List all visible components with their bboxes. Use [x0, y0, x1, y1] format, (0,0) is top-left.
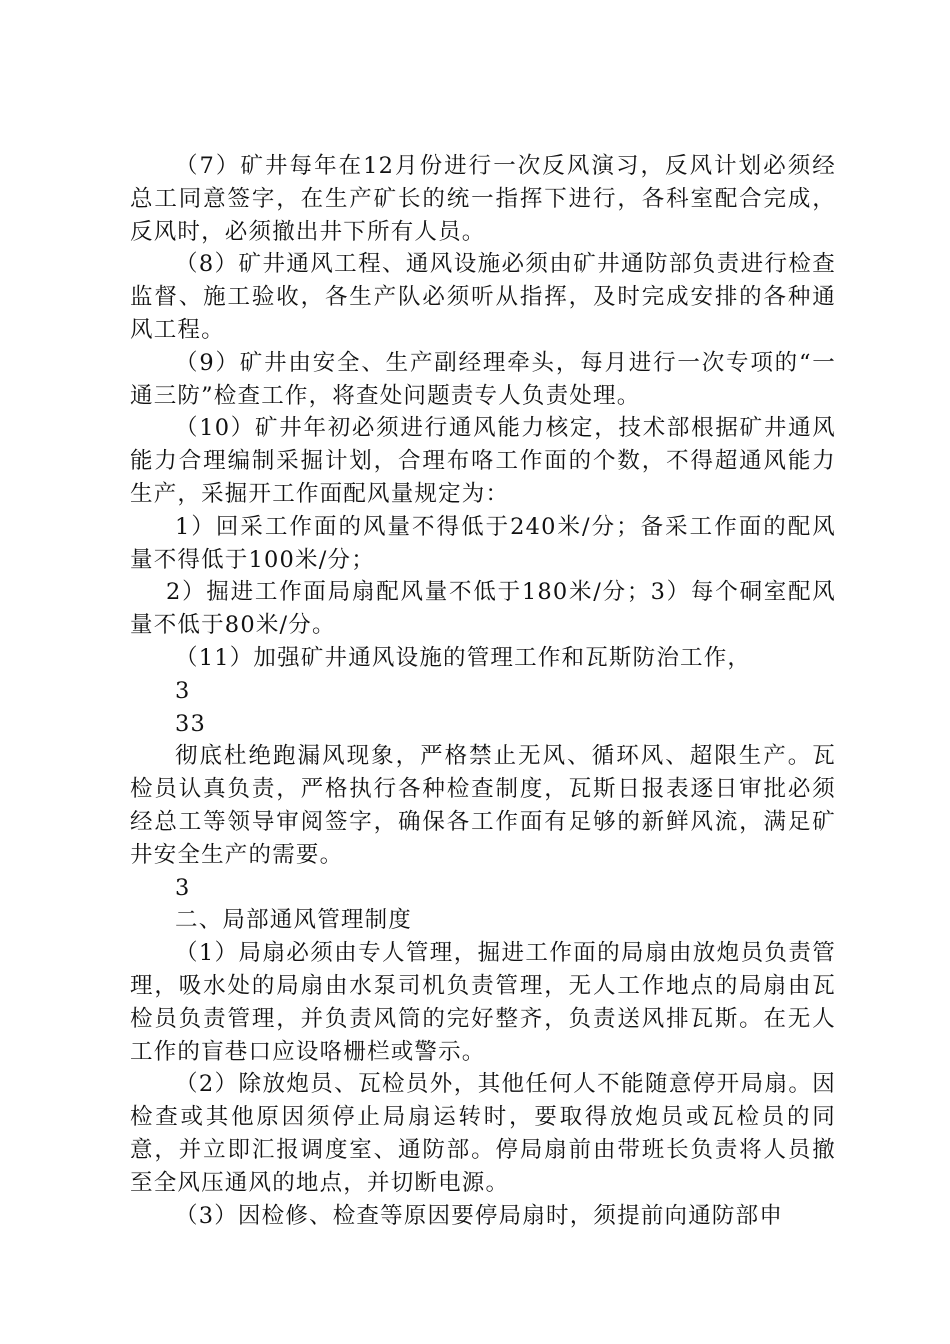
stray-number-1: 3 [175, 677, 191, 704]
rule-2: （2）除放炮员、瓦检员外，其他任何人不能随意停开局扇。因检查或其他原因须停止局扇运转时，要取得放炮员或瓦检员的同意，并立即汇报调度室、通防部。停局扇前由带班长负责将人员撤至全风压通风的地点，并切断电源。 [130, 1071, 836, 1196]
stray-number-3: 3 [175, 874, 191, 901]
paragraph-7: （7）矿井每年在12月份进行一次反风演习，反风计划必须经总工同意签字，在生产矿长的统一指挥下进行，各科室配合完成，反风时，必须撤出井下所有人员。 [130, 153, 836, 245]
stray-number-2: 33 [175, 710, 207, 737]
paragraph-10: （10）矿井年初必须进行通风能力核定，技术部根据矿井通风能力合理编制采掘计划，合理布咯工作面的个数，不得超通风能力生产，采掘开工作面配风量规定为： [130, 415, 836, 507]
paragraph-8: （8）矿井通风工程、通风设施必须由矿井通防部负责进行检查监督、施工验收，各生产队必须听从指挥，及时完成安排的各种通风工程。 [130, 251, 836, 343]
paragraph-10-item-1: 1）回采工作面的风量不得低于240米/分；备采工作面的配风量不得低于100米/分； [130, 513, 836, 573]
rule-3: （3）因检修、检查等原因要停局扇时，须提前向通防部申 [175, 1202, 784, 1229]
paragraph-9: （9）矿井由安全、生产副经理牵头，每月进行一次专项的“一通三防”检查工作，将查处问题责专人负责处理。 [130, 349, 836, 409]
rule-1: （1）局扇必须由专人管理，掘进工作面的局扇由放炮员负责管理，吸水处的局扇由水泵司机负责管理，无人工作地点的局扇由瓦检员负责管理，并负责风筒的完好整齐，负责送风排瓦斯。在无人工作的盲巷口应设咯栅栏或警示。 [130, 940, 836, 1065]
paragraph-10-item-2: 2）掘进工作面局扇配风量不低于180米/分；3）每个硐室配风量不低于80米/分。 [130, 579, 836, 639]
paragraph-11: （11）加强矿井通风设施的管理工作和瓦斯防治工作， [175, 644, 752, 671]
document-body [130, 150, 836, 1232]
paragraph-11-continued: 彻底杜绝跑漏风现象，严格禁止无风、循环风、超限生产。瓦检员认真负责，严格执行各种检查制度，瓦斯日报表逐日审批必须经总工等领导审阅签字，确保各工作面有足够的新鲜风流，满足矿井安全生产的需要。 [130, 743, 836, 868]
section-heading: 二、局部通风管理制度 [175, 907, 413, 934]
